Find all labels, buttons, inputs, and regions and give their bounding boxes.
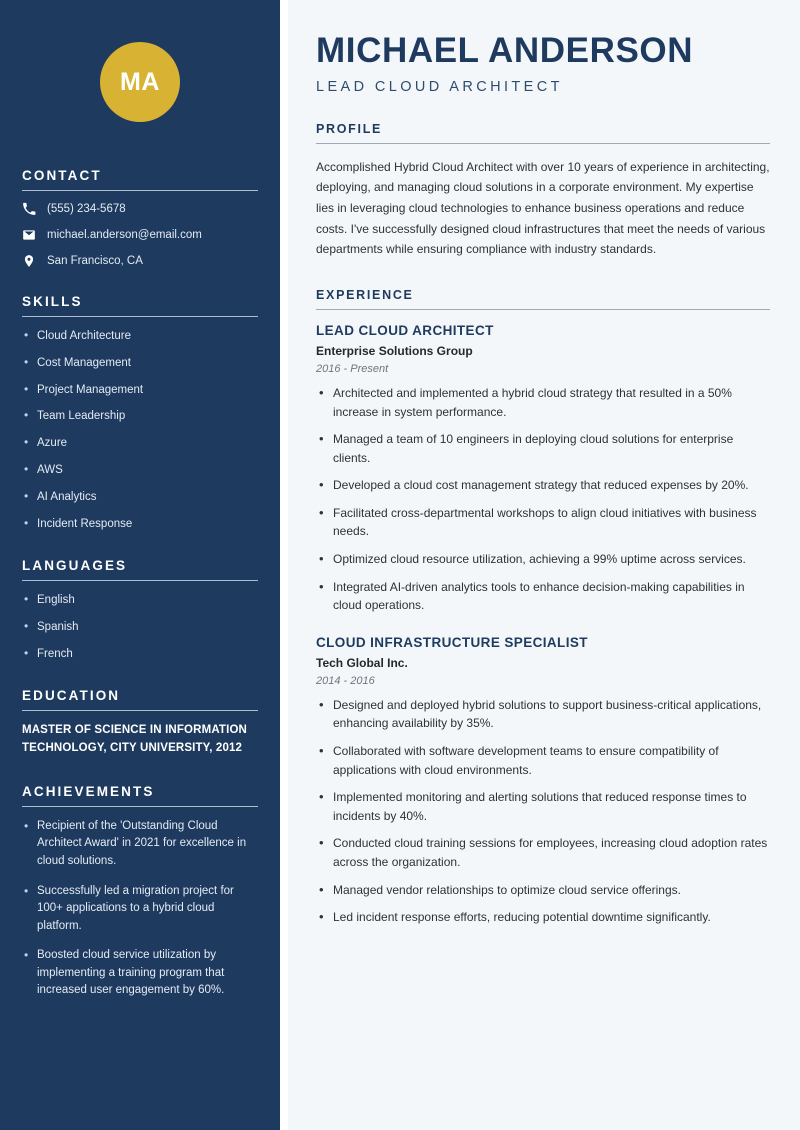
list-item: • French bbox=[22, 646, 258, 662]
job-bullet-list bbox=[316, 384, 770, 615]
envelope-icon bbox=[22, 228, 36, 242]
contact-phone-value: (555) 234-5678 bbox=[47, 203, 126, 215]
achievements-divider bbox=[22, 806, 258, 807]
job-company: Enterprise Solutions Group bbox=[316, 343, 473, 358]
list-item: • Project Management bbox=[22, 382, 258, 398]
skills-list bbox=[22, 328, 258, 532]
contact-item-email[interactable] bbox=[22, 228, 258, 242]
list-item: • Architected and implemented a hybrid cloud strategy that resulted in a 50% increase in system performance. bbox=[316, 384, 770, 421]
profile-section bbox=[316, 122, 770, 260]
skills-section bbox=[22, 294, 258, 532]
list-item: • Optimized cloud resource utilization, achieving a 99% uptime across services. bbox=[316, 550, 770, 569]
experience-entry bbox=[316, 635, 770, 927]
page-title: MICHAEL ANDERSON bbox=[316, 31, 694, 70]
map-pin-icon bbox=[22, 254, 36, 268]
avatar: MA bbox=[100, 42, 180, 122]
education-divider bbox=[22, 710, 258, 711]
skills-heading: SKILLS bbox=[22, 294, 83, 309]
experience-heading: EXPERIENCE bbox=[316, 287, 414, 302]
list-item: • Managed a team of 10 engineers in deploying cloud solutions for enterprise clients. bbox=[316, 430, 770, 467]
contact-email-value: michael.anderson@email.com bbox=[47, 229, 202, 241]
languages-list bbox=[22, 592, 258, 662]
job-dates: 2016 - Present bbox=[316, 362, 389, 375]
list-item: • Facilitated cross-departmental workshops to align cloud initiatives with business needs. bbox=[316, 504, 770, 541]
phone-icon bbox=[22, 202, 36, 216]
contact-item-phone[interactable] bbox=[22, 202, 258, 216]
experience-divider bbox=[316, 309, 770, 310]
list-item: • Team Leadership bbox=[22, 408, 258, 424]
list-item: • Cloud Architecture bbox=[22, 328, 258, 344]
list-item: • Collaborated with software development teams to ensure compatibility of applications with cloud environments. bbox=[316, 742, 770, 779]
experience-entry bbox=[316, 323, 770, 615]
contact-divider bbox=[22, 190, 258, 191]
languages-section bbox=[22, 558, 258, 662]
list-item: • Integrated AI-driven analytics tools to enhance decision-making capabilities in cloud operations. bbox=[316, 578, 770, 615]
list-item: • Conducted cloud training sessions for employees, increasing cloud adoption rates across the organization. bbox=[316, 834, 770, 871]
contact-heading: CONTACT bbox=[22, 168, 102, 183]
achievements-section bbox=[22, 784, 258, 1000]
job-company: Tech Global Inc. bbox=[316, 655, 408, 670]
list-item: • Boosted cloud service utilization by implementing a training program that increased user engagement by 60%. bbox=[22, 947, 258, 1000]
list-item: • Cost Management bbox=[22, 355, 258, 371]
list-item: • Managed vendor relationships to optimize cloud service offerings. bbox=[316, 881, 770, 900]
list-item: • English bbox=[22, 592, 258, 608]
list-item: • Successfully led a migration project for 100+ applications to a hybrid cloud platform. bbox=[22, 883, 258, 936]
profile-text: Accomplished Hybrid Cloud Architect with over 10 years of experience in architecting, deploying, and managing cloud solutions in a corporate environment. My expertise lies in leveraging cloud technologies to enhance business operations and reduce costs. I've successfully designed cloud infrastructures that meet the needs of various departments while ensuring compliance with industry standards. bbox=[316, 159, 770, 257]
profile-divider bbox=[316, 143, 770, 144]
languages-divider bbox=[22, 580, 258, 581]
list-item: • Azure bbox=[22, 435, 258, 451]
job-dates: 2014 - 2016 bbox=[316, 674, 375, 687]
list-item: • Led incident response efforts, reducing potential downtime significantly. bbox=[316, 908, 770, 927]
list-item: • Spanish bbox=[22, 619, 258, 635]
contact-location-value: San Francisco, CA bbox=[47, 255, 143, 267]
contact-section bbox=[22, 168, 258, 268]
list-item: • AI Analytics bbox=[22, 489, 258, 505]
skills-divider bbox=[22, 316, 258, 317]
job-title: CLOUD INFRASTRUCTURE SPECIALIST bbox=[316, 634, 588, 650]
achievements-list bbox=[22, 818, 258, 1000]
job-title: LEAD CLOUD ARCHITECT bbox=[316, 322, 494, 338]
languages-heading: LANGUAGES bbox=[22, 558, 128, 574]
list-item: • Designed and deployed hybrid solutions to support business-critical applications, enhancing availability by 35%. bbox=[316, 696, 770, 733]
achievements-heading: ACHIEVEMENTS bbox=[22, 783, 155, 799]
job-bullet-list bbox=[316, 696, 770, 927]
list-item: • Incident Response bbox=[22, 516, 258, 532]
contact-item-location[interactable] bbox=[22, 254, 258, 268]
list-item: • Implemented monitoring and alerting solutions that reduced response times to incidents by 40%. bbox=[316, 788, 770, 825]
education-section bbox=[22, 688, 258, 758]
profile-heading: PROFILE bbox=[316, 121, 383, 136]
column-divider bbox=[280, 0, 288, 1130]
education-entry: MASTER OF SCIENCE IN INFORMATION TECHNOLOGY, CITY UNIVERSITY, 2012 bbox=[22, 724, 248, 754]
main-content bbox=[288, 0, 800, 1130]
list-item: • AWS bbox=[22, 462, 258, 478]
list-item: • Recipient of the 'Outstanding Cloud Architect Award' in 2021 for excellence in cloud solutions. bbox=[22, 818, 258, 871]
list-item: • Developed a cloud cost management strategy that reduced expenses by 20%. bbox=[316, 476, 770, 495]
job-role-subtitle: LEAD CLOUD ARCHITECT bbox=[316, 78, 563, 95]
avatar-container bbox=[22, 0, 258, 168]
education-heading: EDUCATION bbox=[22, 688, 121, 704]
sidebar bbox=[0, 0, 280, 1130]
experience-section bbox=[316, 288, 770, 927]
